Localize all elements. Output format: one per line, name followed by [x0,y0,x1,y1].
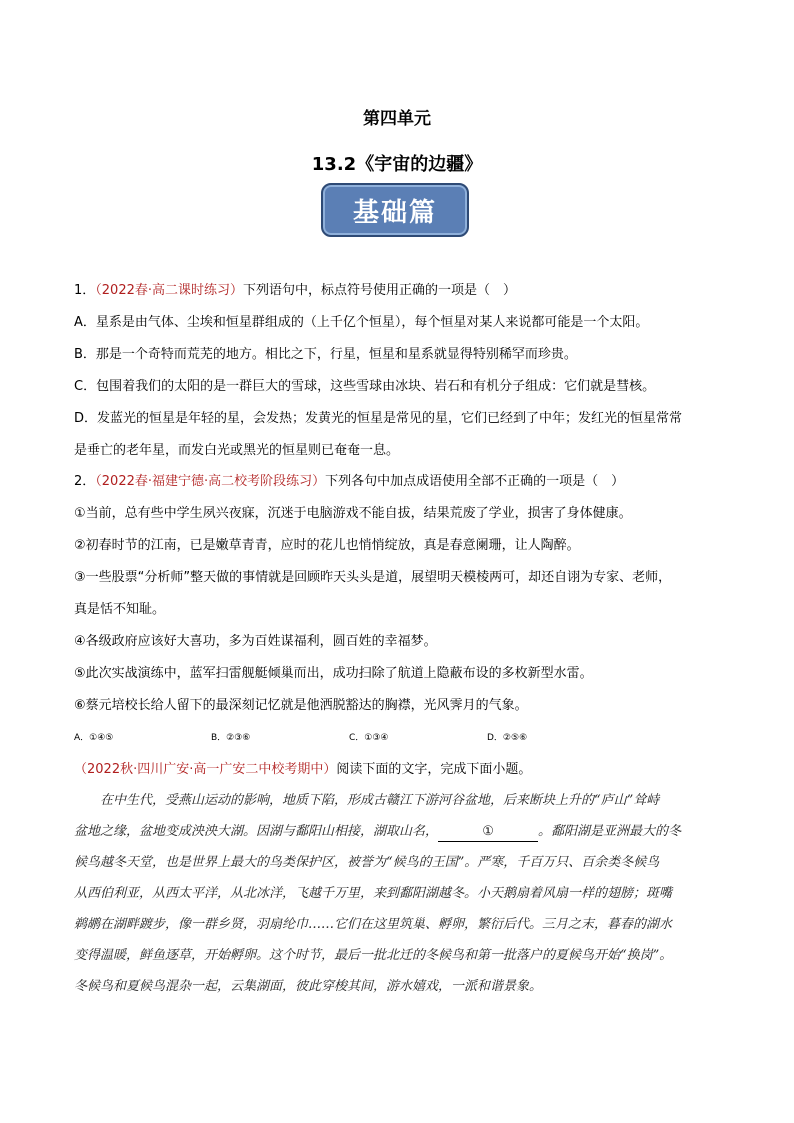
question-2-number: 2． [74,474,96,489]
passage-line [74,816,681,847]
lesson-title: 13.2《宇宙的边疆》 [311,154,483,175]
question-3-stem [74,761,531,779]
question-3-text: 阅读下面的文字，完成下面小题。 [336,762,532,777]
question-2-stem [74,473,624,491]
question-3-source: （2022秋·四川广安·高一广安二中校考期中） [74,762,337,777]
passage-text: 。鄱阳湖是亚洲最大的冬 [538,824,682,839]
question-2-sentence-5: ⑤此次实战演练中，蓝军扫雷舰艇倾巢而出，成功扫除了航道上隐蔽布设的多枚新型水雷。 [74,666,593,681]
question-1-option-a: A．星系是由气体、尘埃和恒星群组成的（上千亿个恒星），每个恒星对某人来说都可能是一个太阳。 [74,315,649,330]
passage-line: 从西伯利亚，从西太平洋，从北冰洋，飞越千万里，来到鄱阳湖越冬。小天鹅扇着风扇一样的翅膀；斑嘴 [74,886,673,901]
reading-passage [74,785,720,1015]
question-1-option-b: B．那是一个奇特而荒芜的地方。相比之下，行星，恒星和星系就显得特别稀罕而珍贵。 [74,347,577,362]
passage-line: 冬候鸟和夏候鸟混杂一起，云集湖面，彼此穿梭其间，游水嬉戏，一派和谐景象。 [74,979,543,994]
question-2-options [74,729,734,747]
question-1-option-d: D．发蓝光的恒星是年轻的星，会发热；发黄光的恒星是常见的星，它们已经到了中年；发红光的恒星常常 [74,411,683,426]
question-2-option-d[interactable]: D．②⑤⑥ [487,733,528,743]
passage-text: 盆地之缘，盆地变成泱泱大湖。因湖与鄱阳山相接，湖取山名， [74,824,439,839]
question-2-sentence-2: ②初春时节的江南，已是嫩草青青，应时的花儿也悄悄绽放，真是春意阑珊，让人陶醉。 [74,538,580,553]
question-2-sentence-3-continued: 真是恬不知耻。 [74,602,166,617]
passage-line: 变得温暖，鲜鱼逐草，开始孵卵。这个时节，最后一批北迁的冬候鸟和第一批落户的夏候鸟开始“换岗”。 [74,948,673,963]
question-1-text: 下列语句中，标点符号使用正确的一项是（ ） [243,283,517,298]
question-2-text: 下列各句中加点成语使用全部不正确的一项是（ ） [325,474,625,489]
question-2-source: （2022春·福建宁德·高二校考阶段练习） [95,474,326,489]
question-2-option-c[interactable]: C．①③④ [349,733,389,743]
question-1-option-c: C．包围着我们的太阳的是一群巨大的雪球，这些雪球由冰块、岩石和有机分子组成：它们就是彗核。 [74,379,656,394]
question-2-sentence-4: ④各级政府应该好大喜功，多为百姓谋福利，圆百姓的幸福梦。 [74,634,437,649]
passage-line: 鹈鹕在湖畔踱步，像一群乡贤，羽扇纶巾……它们在这里筑巢、孵卵，繁衍后代。三月之末，暮春的湖水 [74,917,673,932]
level-badge: 基础篇 [321,183,469,237]
question-2-option-b[interactable]: B．②③⑥ [211,733,251,743]
question-1-number: 1． [74,283,96,298]
question-2-option-a[interactable]: A．①④⑤ [74,733,114,743]
question-2-sentence-6: ⑥蔡元培校长给人留下的最深刻记忆就是他洒脱豁达的胸襟，光风霁月的气象。 [74,698,528,713]
question-1-source: （2022春·高二课时练习） [95,283,243,298]
unit-title: 第四单元 [363,109,431,129]
question-2-sentence-3: ③一些股票“分析师”整天做的事情就是回顾昨天头头是道，展望明天模棱两可，却还自诩为专家、老师， [74,570,672,585]
question-1-stem [74,282,516,300]
passage-line: 候鸟越冬天堂，也是世界上最大的鸟类保护区，被誉为“候鸟的王国”。严寒，千百万只、百余类冬候鸟 [74,855,660,870]
fill-blank-1[interactable]: ① [438,823,538,842]
question-1-option-d-continued: 是垂亡的老年星，而发白光或黑光的恒星则已奄奄一息。 [74,443,400,458]
passage-line: 在中生代，受燕山运动的影响，地质下陷，形成古赣江下游河谷盆地，后来断块上升的“庐山”耸峙 [100,793,660,808]
question-2-sentence-1: ①当前，总有些中学生夙兴夜寐，沉迷于电脑游戏不能自拔，结果荒废了学业，损害了身体健康。 [74,506,632,521]
